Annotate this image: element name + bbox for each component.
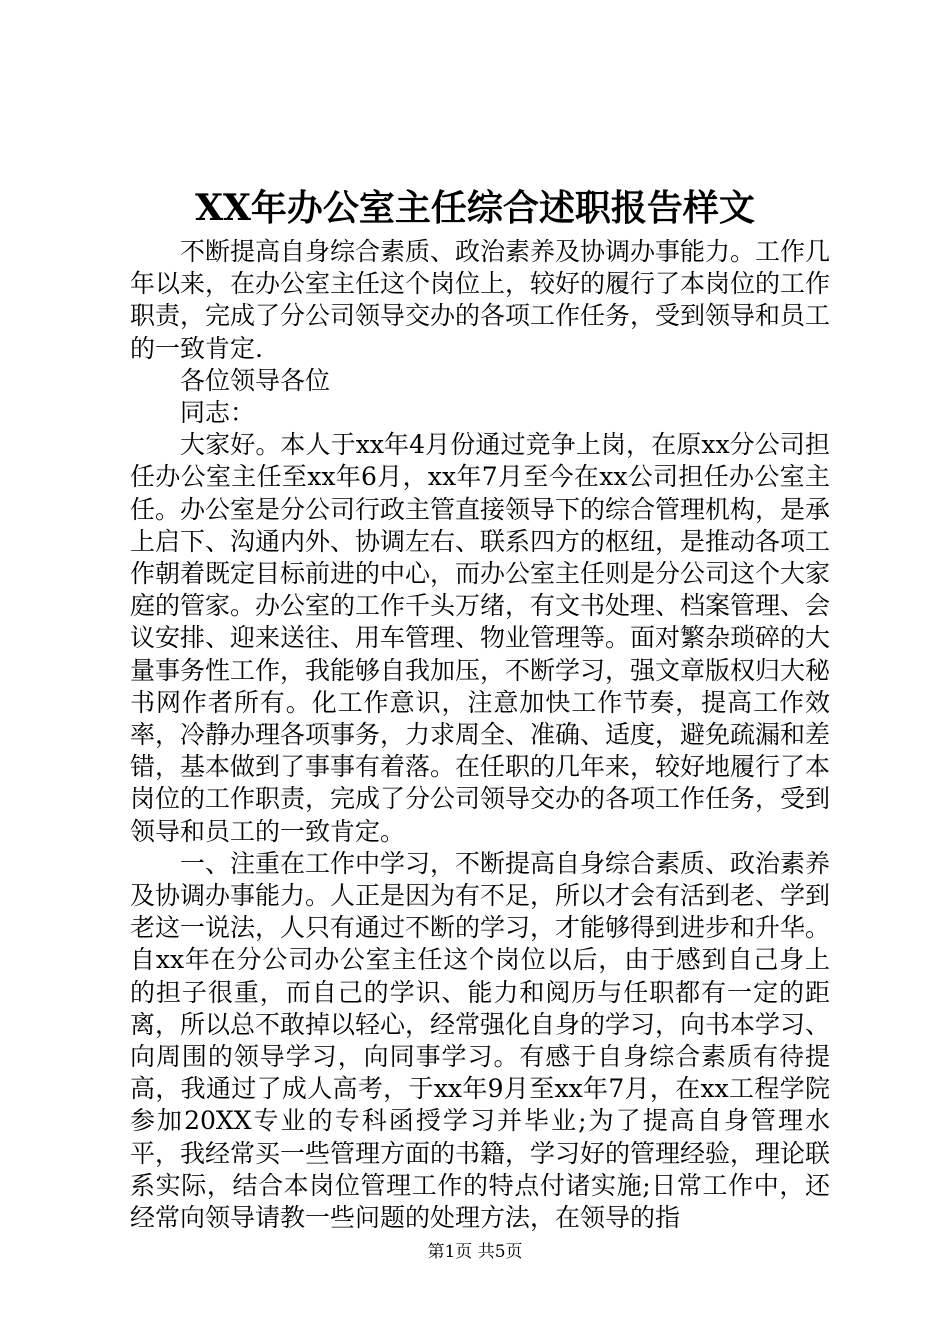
paragraph-main: 大家好。本人于xx年4月份通过竞争上岗，在原xx分公司担任办公室主任至xx年6月，xx年7月至今在xx公司担任办公室主任。办公室是分公司行政主管直接领导下的综合管理机构，是承上启下、沟通内外、协调左右、联系四方的枢纽，是推动各项工作朝着既定目标前进的中心，而办公室主任则是分公司这个大家庭的管家。办公室的工作千头万绪，有文书处理、档案管理、会议安排、迎来送往、用车管理、物业管理等。面对繁杂琐碎的大量事务性工作，我能够自我加压，不断学习，强文章版权归大秘书网作者所有。化工作意识，注意加快工作节奏，提高工作效率，冷静办理各项事务，力求周全、准确、适度，避免疏漏和差错，基本做到了事事有着落。在任职的几年来，较好地履行了本岗位的工作职责，完成了分公司领导交办的各项工作任务，受到领导和员工的一致肯定。 xyxy=(130,430,831,846)
paragraph-section-1: 一、注重在工作中学习，不断提高自身综合素质、政治素养及协调办事能力。人正是因为有不足，所以才会有活到老、学到老这一说法，人只有通过不断的学习，才能够得到进步和升华。自xx年在分公司办公室主任这个岗位以后，由于感到自己身上的担子很重，而自己的学识、能力和阅历与任职都有一定的距离，所以总不敢掉以轻心，经常强化自身的学习，向书本学习、向周围的领导学习，向同事学习。有感于自身综合素质有待提高，我通过了成人高考，于xx年9月至xx年7月，在xx工程学院参加20XX专业的专科函授学习并毕业;为了提高自身管理水平，我经常买一些管理方面的书籍，学习好的管理经验，理论联系实际，结合本岗位管理工作的特点付诸实施;日常工作中，还经常向领导请教一些问题的处理方法，在领导的指 xyxy=(130,848,831,1233)
paragraph-intro: 不断提高自身综合素质、政治素养及协调办事能力。工作几年以来，在办公室主任这个岗位上，较好的履行了本岗位的工作职责，完成了分公司领导交办的各项工作任务，受到领导和员工的一致肯定. xyxy=(130,237,831,363)
document-body xyxy=(130,236,830,1234)
paragraph-salutation-1: 各位领导各位 xyxy=(180,365,331,395)
document-title: XX年办公室主任综合述职报告样文 xyxy=(195,187,755,229)
page-footer: 第1页 共5页 xyxy=(427,1242,523,1262)
paragraph-salutation-2: 同志： xyxy=(180,398,256,428)
